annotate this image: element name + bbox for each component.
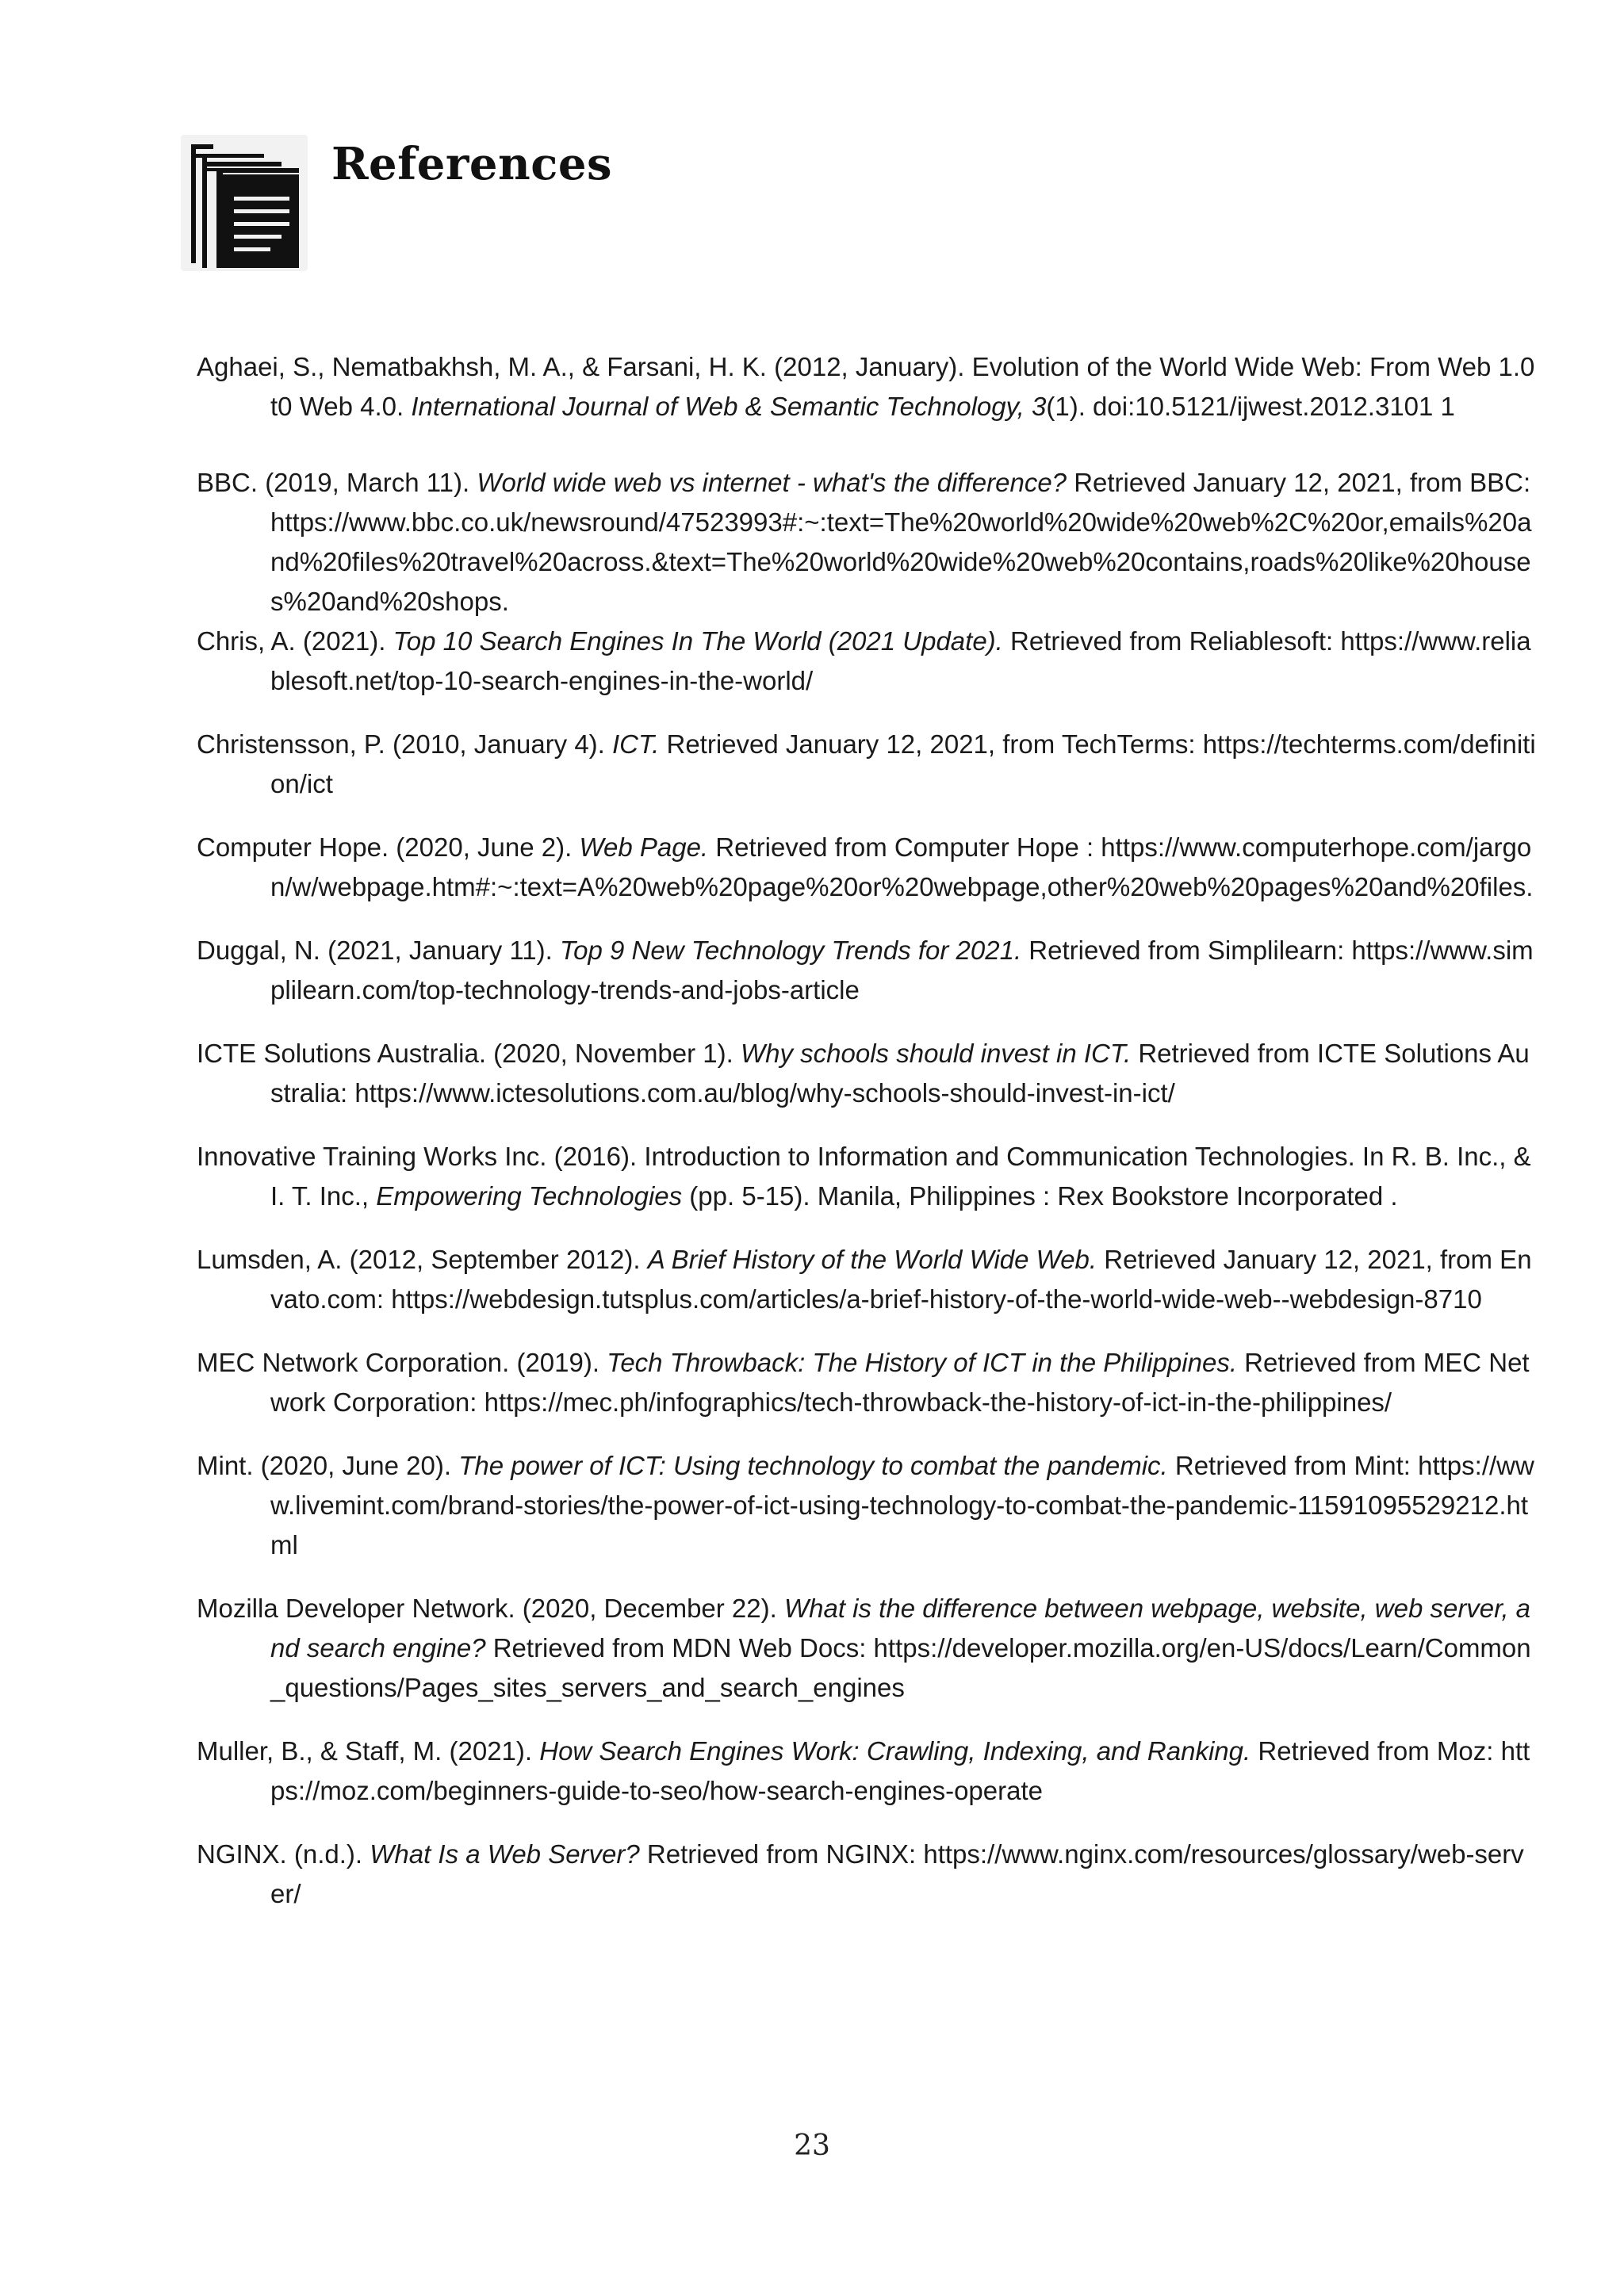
reference-entry [197,1835,1537,1914]
reference-details: Retrieved from MEC Network Corporation: https://mec.ph/infographics/tech-throwback-the-history-of-ict-in-the-philippines/ [270,1348,1530,1417]
reference-details: (1). doi:10.5121/ijwest.2012.3101 1 [1046,392,1455,421]
reference-author: Mozilla Developer Network. (2020, December 22). [197,1594,784,1623]
reference-author: Innovative Training Works Inc. (2016). Introduction to Information and Communication Technologies. In R. B. Inc., & I. T. Inc., [197,1142,1531,1211]
reference-details: Retrieved from NGINX: https://www.nginx.com/resources/glossary/web-server/ [270,1839,1524,1908]
reference-title: A Brief History of the World Wide Web. [647,1245,1097,1274]
reference-details: Retrieved January 12, 2021, from TechTerms: https://techterms.com/definition/ict [270,729,1536,798]
reference-entry [197,1589,1537,1708]
reference-title: International Journal of Web & Semantic Technology, 3 [411,392,1047,421]
reference-details: Retrieved from Simplilearn: https://www.simplilearn.com/top-technology-trends-and-jobs-article [270,936,1534,1004]
reference-entry [197,622,1537,701]
reference-title: Top 9 New Technology Trends for 2021. [559,936,1022,965]
reference-title: The power of ICT: Using technology to combat the pandemic. [458,1451,1168,1480]
reference-author: Lumsden, A. (2012, September 2012). [197,1245,648,1274]
reference-title: World wide web vs internet - what's the difference? [477,468,1067,497]
reference-details: (pp. 5-15). Manila, Philippines : Rex Bookstore Incorporated . [682,1181,1398,1211]
reference-author: MEC Network Corporation. (2019). [197,1348,607,1377]
reference-author: Christensson, P. (2010, January 4). [197,729,613,759]
reference-details: Retrieved from MDN Web Docs: https://developer.mozilla.org/en-US/docs/Learn/Common_questions/Pages_sites_servers_and_search_engines [270,1633,1531,1702]
reference-entry [197,1137,1537,1216]
reference-details: Retrieved January 12, 2021, from BBC: https://www.bbc.co.uk/newsround/47523993#:~:text=The%20world%20wide%20web%2C%20or,emails%20and%20files%20travel%20across.&text=The%20world%20wide%20web%20contains,roads%20like%20houses%20and%20shops. [270,468,1532,616]
reference-author: Chris, A. (2021). [197,626,393,656]
reference-author: ICTE Solutions Australia. (2020, November 1). [197,1039,741,1068]
reference-details: Retrieved from ICTE Solutions Australia: https://www.ictesolutions.com.au/blog/why-schools-should-invest-in-ict/ [270,1039,1530,1108]
reference-title: Why schools should invest in ICT. [740,1039,1132,1068]
reference-author: BBC. (2019, March 11). [197,468,477,497]
reference-title: What Is a Web Server? [370,1839,640,1869]
page-number: 23 [794,2130,830,2162]
reference-entry [197,725,1537,804]
page-title: References [331,138,612,190]
reference-author: Duggal, N. (2021, January 11). [197,936,560,965]
reference-details: Retrieved from Mint: https://www.livemint.com/brand-stories/the-power-of-ict-using-technology-to-combat-the-pandemic-11591095529212.html [270,1451,1534,1559]
reference-author: Mint. (2020, June 20). [197,1451,459,1480]
reference-title: Empowering Technologies [376,1181,683,1211]
books-icon [181,135,308,271]
reference-title: ICT. [612,729,660,759]
reference-details: Retrieved from Computer Hope : https://www.computerhope.com/jargon/w/webpage.htm#:~:text=A%20web%20page%20or%20webpage,other%20web%20pages%20and%20files. [270,832,1534,901]
reference-entry [197,1240,1537,1319]
reference-author: Computer Hope. (2020, June 2). [197,832,580,862]
reference-author: NGINX. (n.d.). [197,1839,370,1869]
reference-title: How Search Engines Work: Crawling, Indexing, and Ranking. [539,1736,1251,1766]
reference-title: What is the difference between webpage, website, web server, and search engine? [270,1594,1531,1663]
reference-list [197,347,1537,1938]
reference-entry [197,828,1537,907]
reference-author: Aghaei, S., Nematbakhsh, M. A., & Farsani, H. K. (2012, January). Evolution of the World Wide Web: From Web 1.0 t0 Web 4.0. [197,352,1535,421]
reference-entry [197,347,1537,427]
reference-entry [197,1034,1537,1113]
reference-entry [197,1732,1537,1811]
reference-title: Tech Throwback: The History of ICT in the Philippines. [607,1348,1237,1377]
reference-author: Muller, B., & Staff, M. (2021). [197,1736,540,1766]
reference-entry [197,463,1537,622]
reference-details: Retrieved January 12, 2021, from Envato.com: https://webdesign.tutsplus.com/articles/a-brief-history-of-the-world-wide-web--webdesign-8710 [270,1245,1532,1314]
reference-details: Retrieved from Reliablesoft: https://www.reliablesoft.net/top-10-search-engines-in-the-world/ [270,626,1531,695]
references-header [181,135,612,271]
reference-title: Web Page. [579,832,709,862]
reference-details: Retrieved from Moz: https://moz.com/beginners-guide-to-seo/how-search-engines-operate [270,1736,1530,1805]
reference-entry [197,1343,1537,1422]
reference-entry [197,931,1537,1010]
reference-title: Top 10 Search Engines In The World (2021 Update). [393,626,1003,656]
reference-entry [197,1446,1537,1565]
